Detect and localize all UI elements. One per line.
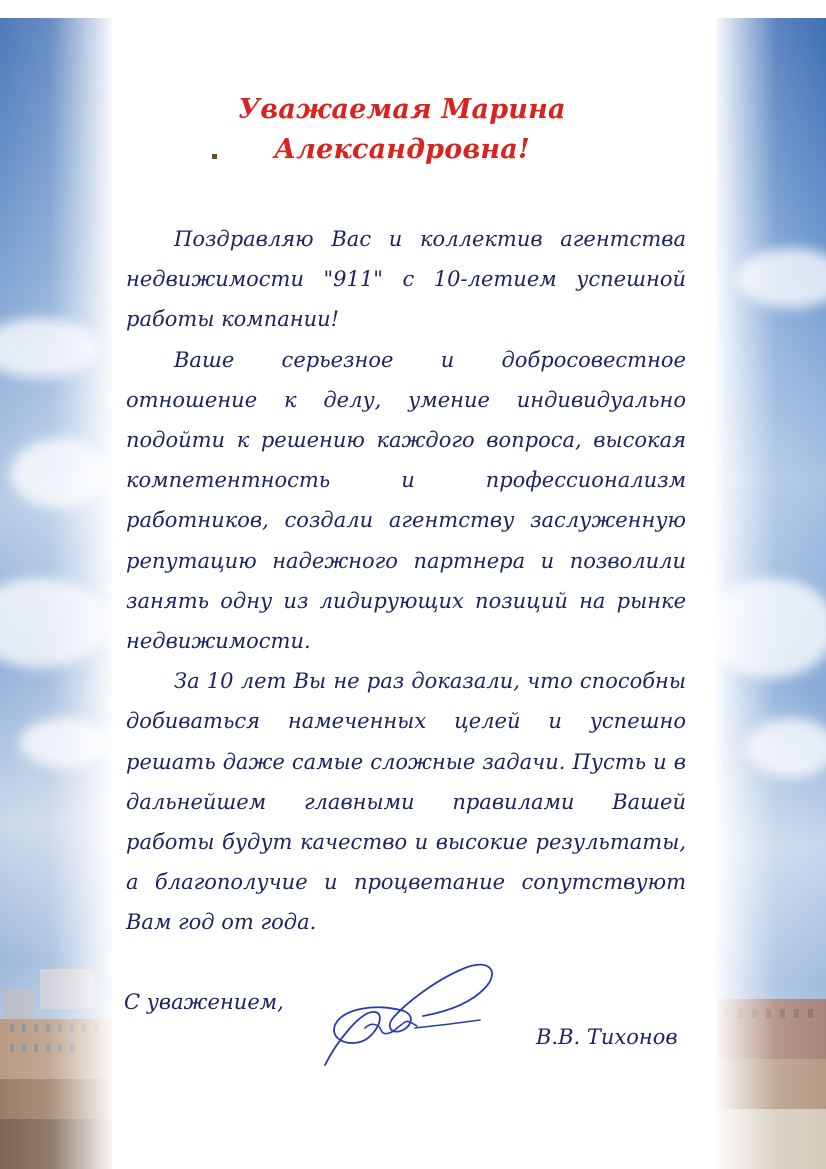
paragraph-wishes: За 10 лет Вы не раз доказали, что способны добиваться намеченных целей и успешно решать даже самые сложные задачи. Пусть и в дальнейшем главными правилами Вашей работы будут качество и высокие результаты, а благополучие и процветание сопутствуют Вам год от года. [126, 669, 686, 935]
left-sky-panel [0, 18, 112, 1169]
right-sky-panel [716, 18, 826, 1169]
signer-name: В.В. Тихонов [536, 1025, 678, 1049]
greeting-heading: Уважаемая Марина Александровна! [238, 94, 566, 165]
letter-body [126, 90, 686, 943]
handwritten-signature [305, 950, 505, 1080]
paragraph-reputation: Ваше серьезное и добросовестное отношение к делу, умение индивидуально подойти к решению каждого вопроса, высокая компетентность и профессионализм работников, создали агентству заслуженную репутацию надежного партнера и позволили занять одну из лидирующих позиций на рынке недвижимости. [126, 347, 686, 654]
closing-phrase: С уважением, [124, 990, 284, 1014]
paragraph-congratulation: Поздравляю Вас и коллектив агентства недвижимости "911" с 10-летием успешной работы компании! [126, 227, 686, 332]
decorative-dot [212, 154, 217, 159]
